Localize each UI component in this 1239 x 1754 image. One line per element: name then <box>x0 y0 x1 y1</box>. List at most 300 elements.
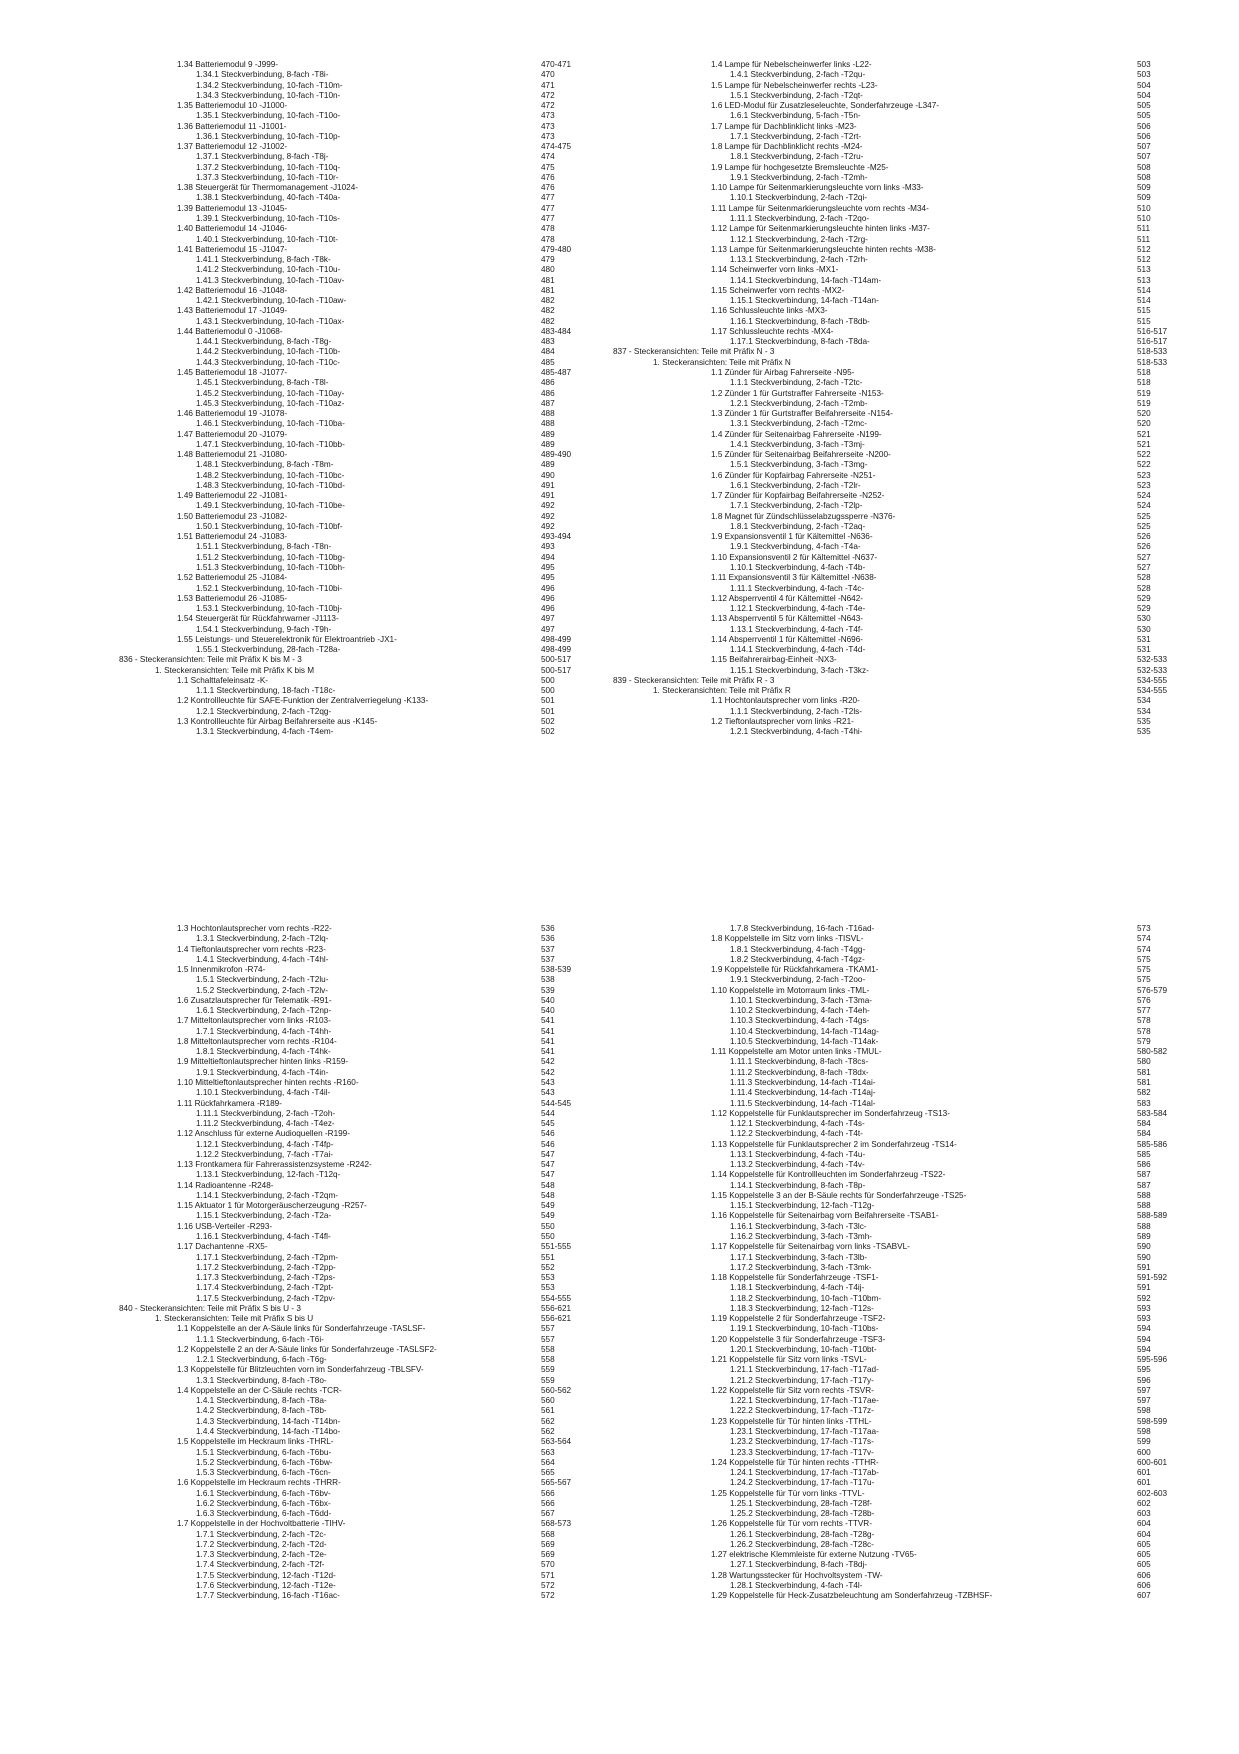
toc-entry-pages: 544-545 <box>541 1098 572 1108</box>
toc-entry <box>79 1283 595 1293</box>
toc-entry-title: 1.7 Lampe für Dachblinklicht links -M23- <box>711 121 857 131</box>
toc-entry-pages: 501 <box>541 706 555 716</box>
toc-entry-title: 1.11.1 Steckverbindung, 8-fach -T8cs- <box>730 1057 869 1067</box>
toc-entry <box>79 604 595 614</box>
toc-entry <box>613 1181 1169 1191</box>
toc-entry-pages: 591 <box>1137 1283 1151 1293</box>
toc-entry-title: 1.12.1 Steckverbindung, 4-fach -T4e- <box>730 604 866 614</box>
toc-entry-pages: 521 <box>1137 439 1151 449</box>
toc-entry-pages: 489 <box>541 439 555 449</box>
toc-entry <box>79 276 595 286</box>
toc-entry <box>613 986 1169 996</box>
toc-entry-title: 1.51 Batteriemodul 24 -J1083- <box>177 532 288 542</box>
toc-entry-pages: 572 <box>541 1591 555 1601</box>
toc-entry <box>613 532 1169 542</box>
toc-entry-pages: 548 <box>541 1180 555 1190</box>
toc-entry-title: 1.41.1 Steckverbindung, 8-fach -T8k- <box>196 255 331 265</box>
toc-entry-title: 1.14 Radioantenne -R248- <box>177 1180 274 1190</box>
toc-entry-title: 1.4.1 Steckverbindung, 8-fach -T8a- <box>196 1396 327 1406</box>
toc-entry-title: 1.5.1 Steckverbindung, 2-fach -T2lu- <box>196 975 329 985</box>
toc-entry <box>79 532 595 542</box>
toc-entry-pages: 599 <box>1137 1437 1151 1447</box>
toc-entry-title: 1.25.1 Steckverbindung, 28-fach -T28f- <box>730 1498 872 1508</box>
toc-entry-title: 1.26.2 Steckverbindung, 28-fach -T28c- <box>730 1539 874 1549</box>
toc-entry <box>613 1263 1169 1273</box>
toc-entry <box>613 1386 1169 1396</box>
toc-entry-title: 1.6 Koppelstelle im Heckraum rechts -THRR- <box>177 1478 341 1488</box>
toc-entry <box>79 635 595 645</box>
toc-entry-title: 1.45.3 Steckverbindung, 10-fach -T10az- <box>196 398 345 408</box>
toc-entry <box>613 975 1169 985</box>
toc-entry-title: 1.44.2 Steckverbindung, 10-fach -T10b- <box>196 347 341 357</box>
toc-entry <box>613 1314 1169 1324</box>
toc-entry <box>613 1273 1169 1283</box>
toc-entry-pages: 547 <box>541 1160 555 1170</box>
toc-entry-pages: 471 <box>541 80 555 90</box>
toc-entry <box>79 481 595 491</box>
toc-entry-title: 1.11.1 Steckverbindung, 2-fach -T2oh- <box>196 1108 336 1118</box>
toc-entry-title: 1.54 Steuergerät für Rückfahrwarner -J1113- <box>177 614 339 624</box>
toc-entry <box>79 101 595 111</box>
toc-entry-title: 1.11.2 Steckverbindung, 4-fach -T4ez- <box>196 1119 335 1129</box>
toc-entry-pages: 508 <box>1137 162 1151 172</box>
toc-entry-pages: 604 <box>1137 1519 1151 1529</box>
toc-entry-title: 1.18 Koppelstelle für Sonderfahrzeuge -TSF1- <box>711 1273 879 1283</box>
toc-entry <box>79 1140 595 1150</box>
toc-entry <box>79 1591 595 1601</box>
toc-entry-title: 1.17.3 Steckverbindung, 2-fach -T2ps- <box>196 1273 336 1283</box>
toc-entry <box>79 317 595 327</box>
toc-entry-title: 1.15.1 Steckverbindung, 14-fach -T14an- <box>730 296 879 306</box>
toc-entry-title: 1.39 Batteriemodul 13 -J1045- <box>177 203 288 213</box>
toc-entry <box>79 399 595 409</box>
toc-entry <box>79 1376 595 1386</box>
toc-entry <box>613 378 1169 388</box>
toc-entry-pages: 473 <box>541 131 555 141</box>
toc-entry-pages: 486 <box>541 378 555 388</box>
toc-entry-title: 1.34.2 Steckverbindung, 10-fach -T10m- <box>196 80 343 90</box>
toc-entry-title: 1.11 Rückfahrkamera -R189- <box>177 1098 282 1108</box>
toc-entry-title: 1.8.1 Steckverbindung, 4-fach -T4hk- <box>196 1047 331 1057</box>
toc-entry-pages: 479-480 <box>541 244 572 254</box>
toc-entry <box>79 996 595 1006</box>
toc-entry <box>613 1304 1169 1314</box>
toc-entry-pages: 523 <box>1137 480 1151 490</box>
toc-entry <box>79 193 595 203</box>
toc-entry-pages: 568 <box>541 1529 555 1539</box>
toc-entry-pages: 473 <box>541 121 555 131</box>
toc-entry-pages: 482 <box>541 316 555 326</box>
toc-entry-pages: 535 <box>1137 717 1151 726</box>
toc-entry <box>613 245 1169 255</box>
toc-entry-pages: 598 <box>1137 1427 1151 1437</box>
toc-entry-pages: 510 <box>1137 203 1151 213</box>
toc-entry-title: 1.16.1 Steckverbindung, 8-fach -T8db- <box>730 316 870 326</box>
toc-entry-pages: 507 <box>1137 142 1151 152</box>
toc-entry-pages: 557 <box>541 1324 555 1334</box>
toc-entry-pages: 544 <box>541 1108 555 1118</box>
toc-entry-pages: 479 <box>541 255 555 265</box>
toc-entry-title: 1.10 Mitteltieftonlautsprecher hinten rechts -R160- <box>177 1077 359 1087</box>
toc-entry <box>79 1037 595 1047</box>
toc-entry <box>613 481 1169 491</box>
toc-entry <box>613 1222 1169 1232</box>
toc-entry-title: 1.15.1 Steckverbindung, 12-fach -T12g- <box>730 1201 875 1211</box>
toc-entry-title: 1.6 Zusatzlautsprecher für Telematik -R91- <box>177 995 332 1005</box>
toc-entry-pages: 549 <box>541 1201 555 1211</box>
toc-entry <box>79 337 595 347</box>
toc-entry <box>613 1088 1169 1098</box>
toc-entry-pages: 576-579 <box>1137 985 1168 995</box>
toc-entry-title: 1.12.2 Steckverbindung, 4-fach -T4t- <box>730 1129 863 1139</box>
toc-entry-title: 1.8.2 Steckverbindung, 4-fach -T4gz- <box>730 954 865 964</box>
toc-entry <box>613 553 1169 563</box>
toc-block-top-left <box>79 60 595 801</box>
toc-entry-pages: 531 <box>1137 634 1151 644</box>
toc-entry-pages: 534 <box>1137 696 1151 706</box>
toc-entry-pages: 527 <box>1137 552 1151 562</box>
toc-entry-title: 1.38 Steuergerät für Thermomanagement -J1024- <box>177 183 358 193</box>
toc-entry-pages: 545 <box>541 1119 555 1129</box>
toc-entry-title: 1.51.1 Steckverbindung, 8-fach -T8n- <box>196 542 332 552</box>
toc-entry-title: 1.29 Koppelstelle für Heck-Zusatzbeleuchtung am Sonderfahrzeug -TZBHSF- <box>711 1591 993 1601</box>
toc-entry-pages: 503 <box>1137 70 1151 80</box>
toc-entry-title: 1.15.1 Steckverbindung, 2-fach -T2a- <box>196 1211 332 1221</box>
toc-entry <box>613 1448 1169 1458</box>
toc-entry-title: 1.35.1 Steckverbindung, 10-fach -T10o- <box>196 111 341 121</box>
toc-entry-pages: 518 <box>1137 367 1151 377</box>
toc-entry-title: 1.11.1 Steckverbindung, 4-fach -T4c- <box>730 583 865 593</box>
toc-entry-title: 1.28 Wartungsstecker für Hochvoltsystem -TW- <box>711 1570 883 1580</box>
toc-entry-pages: 496 <box>541 593 555 603</box>
toc-entry-pages: 495 <box>541 563 555 573</box>
toc-entry-title: 1.14 Koppelstelle für Kontrollleuchten im Sonderfahrzeug -TS22- <box>711 1170 946 1180</box>
toc-entry-pages: 572 <box>541 1581 555 1590</box>
toc-entry <box>613 1037 1169 1047</box>
toc-entry-title: 1.23 Koppelstelle für Tür hinten links -TTHL- <box>711 1416 872 1426</box>
toc-entry <box>79 163 595 173</box>
toc-entry-title: 1.50.1 Steckverbindung, 10-fach -T10bf- <box>196 521 343 531</box>
toc-entry <box>613 686 1169 696</box>
toc-entry <box>613 296 1169 306</box>
toc-entry-pages: 490 <box>541 470 555 480</box>
toc-entry-pages: 507 <box>1137 152 1151 162</box>
toc-entry-title: 1.11.5 Steckverbindung, 14-fach -T14al- <box>730 1098 876 1108</box>
toc-entry-pages: 530 <box>1137 624 1151 634</box>
toc-entry-title: 1.15 Aktuator 1 für Motorgeräuscherzeugung -R257- <box>177 1201 367 1211</box>
toc-entry-pages: 597 <box>1137 1396 1151 1406</box>
toc-entry-title: 1.15 Koppelstelle 3 an der B-Säule rechts für Sonderfahrzeuge -TS25- <box>711 1190 967 1200</box>
toc-entry-pages: 498-499 <box>541 634 572 644</box>
toc-entry <box>79 512 595 522</box>
toc-entry <box>613 1571 1169 1581</box>
toc-entry-title: 1.39.1 Steckverbindung, 10-fach -T10s- <box>196 213 340 223</box>
toc-entry <box>613 1078 1169 1088</box>
toc-entry-pages: 559 <box>541 1365 555 1375</box>
toc-entry <box>79 152 595 162</box>
toc-entry-pages: 504 <box>1137 80 1151 90</box>
toc-entry <box>613 152 1169 162</box>
toc-entry <box>79 1294 595 1304</box>
toc-entry <box>79 573 595 583</box>
toc-entry-title: 1.12.1 Steckverbindung, 4-fach -T4s- <box>730 1119 865 1129</box>
toc-entry <box>79 924 595 934</box>
toc-entry-pages: 496 <box>541 604 555 614</box>
toc-entry <box>613 955 1169 965</box>
toc-entry-title: 1.10.2 Steckverbindung, 4-fach -T4eh- <box>730 1006 870 1016</box>
toc-entry-pages: 483 <box>541 337 555 347</box>
toc-entry <box>79 1355 595 1365</box>
toc-entry <box>613 1006 1169 1016</box>
toc-entry-pages: 491 <box>541 491 555 501</box>
toc-entry-pages: 567 <box>541 1509 555 1519</box>
toc-entry <box>79 1386 595 1396</box>
toc-entry <box>79 286 595 296</box>
toc-entry-pages: 552 <box>541 1262 555 1272</box>
toc-entry-title: 1.16 USB-Verteiler -R293- <box>177 1221 273 1231</box>
toc-entry-title: 1.13 Absperrventil 5 für Kältemittel -N643- <box>711 614 863 624</box>
toc-entry-title: 1.13 Lampe für Seitenmarkierungsleuchte hinten rechts -M38- <box>711 244 936 254</box>
toc-entry-pages: 580 <box>1137 1057 1151 1067</box>
toc-entry <box>79 450 595 460</box>
toc-entry-pages: 564 <box>541 1457 555 1467</box>
toc-entry <box>79 419 595 429</box>
toc-entry <box>613 614 1169 624</box>
toc-entry-title: 1.7.8 Steckverbindung, 16-fach -T16ad- <box>730 924 875 933</box>
toc-entry <box>79 70 595 80</box>
toc-entry-title: 1.8.1 Steckverbindung, 2-fach -T2ru- <box>730 152 864 162</box>
toc-entry-title: 1.2 Kontrollleuchte für SAFE-Funktion der Zentralverriegelung -K133- <box>177 696 429 706</box>
toc-entry-title: 1.10 Expansionsventil 2 für Kältemittel -N637- <box>711 552 878 562</box>
toc-entry-pages: 561 <box>541 1406 555 1416</box>
toc-entry-pages: 562 <box>541 1416 555 1426</box>
toc-entry-pages: 489 <box>541 460 555 470</box>
toc-entry-title: 1.14 Scheinwerfer vorn links -MX1- <box>711 265 839 275</box>
toc-entry-title: 1.51.2 Steckverbindung, 10-fach -T10bg- <box>196 552 345 562</box>
toc-entry-title: 1.9 Koppelstelle für Rückfahrkamera -TKAM1- <box>711 965 879 975</box>
toc-entry-pages: 518-533 <box>1137 347 1168 357</box>
toc-entry-title: 1.37.2 Steckverbindung, 10-fach -T10q- <box>196 162 341 172</box>
toc-entry-title: 1.14 Absperrventil 1 für Kältemittel -N696- <box>711 634 863 644</box>
toc-entry <box>79 1560 595 1570</box>
toc-entry <box>613 645 1169 655</box>
toc-entry-title: 1.9.1 Steckverbindung, 2-fach -T2mh- <box>730 172 868 182</box>
toc-entry-pages: 549 <box>541 1211 555 1221</box>
toc-entry-pages: 520 <box>1137 409 1151 419</box>
toc-entry-title: 1.34.1 Steckverbindung, 8-fach -T8i- <box>196 70 329 80</box>
toc-entry <box>79 1068 595 1078</box>
toc-entry <box>613 696 1169 706</box>
toc-entry-title: 1.38.1 Steckverbindung, 40-fach -T40a- <box>196 193 341 203</box>
toc-entry-title: 1.11 Lampe für Seitenmarkierungsleuchte vorn rechts -M34- <box>711 203 929 213</box>
toc-entry-title: 1.10.4 Steckverbindung, 14-fach -T14ag- <box>730 1026 879 1036</box>
toc-entry-title: 1.43.1 Steckverbindung, 10-fach -T10ax- <box>196 316 345 326</box>
toc-entry-pages: 543 <box>541 1077 555 1087</box>
toc-entry-pages: 586 <box>1137 1160 1151 1170</box>
toc-entry-title: 1.7 Zünder für Kopfairbag Beifahrerseite -N252- <box>711 491 885 501</box>
toc-entry <box>613 1160 1169 1170</box>
toc-entry <box>79 1232 595 1242</box>
toc-entry <box>613 1478 1169 1488</box>
toc-entry-pages: 489 <box>541 429 555 439</box>
toc-entry-title: 1.5.1 Steckverbindung, 2-fach -T2qt- <box>730 90 863 100</box>
toc-entry <box>79 1458 595 1468</box>
toc-entry <box>79 1335 595 1345</box>
toc-entry-title: 1.46 Batteriemodul 19 -J1078- <box>177 409 288 419</box>
toc-entry-pages: 588 <box>1137 1190 1151 1200</box>
toc-entry-pages: 477 <box>541 193 555 203</box>
toc-entry-pages: 529 <box>1137 604 1151 614</box>
toc-entry-pages: 569 <box>541 1550 555 1560</box>
toc-entry-pages: 522 <box>1137 450 1151 460</box>
toc-entry-pages: 604 <box>1137 1529 1151 1539</box>
toc-entry-pages: 509 <box>1137 193 1151 203</box>
toc-entry <box>613 666 1169 676</box>
toc-entry <box>613 276 1169 286</box>
toc-entry-title: 1.7.3 Steckverbindung, 2-fach -T2e- <box>196 1550 327 1560</box>
toc-entry-pages: 540 <box>541 995 555 1005</box>
toc-entry-title: 1.48.1 Steckverbindung, 8-fach -T8m- <box>196 460 334 470</box>
toc-entry-pages: 587 <box>1137 1180 1151 1190</box>
toc-entry-pages: 478 <box>541 234 555 244</box>
toc-entry-pages: 548 <box>541 1190 555 1200</box>
toc-entry-title: 1.53 Batteriemodul 26 -J1085- <box>177 593 288 603</box>
toc-entry-title: 1.43 Batteriemodul 17 -J1049- <box>177 306 288 316</box>
toc-entry-title: 1.49.1 Steckverbindung, 10-fach -T10be- <box>196 501 345 511</box>
toc-entry <box>79 1109 595 1119</box>
toc-entry-pages: 514 <box>1137 296 1151 306</box>
toc-entry <box>613 347 1169 357</box>
toc-entry <box>613 1540 1169 1550</box>
toc-entry-pages: 515 <box>1137 306 1151 316</box>
toc-entry <box>79 1201 595 1211</box>
toc-entry-title: 1.5 Innenmikrofon -R74- <box>177 965 266 975</box>
toc-entry-title: 1.18.3 Steckverbindung, 12-fach -T12s- <box>730 1303 874 1313</box>
toc-entry-title: 1.1.1 Steckverbindung, 18-fach -T18c- <box>196 686 336 696</box>
toc-entry-title: 1.48.3 Steckverbindung, 10-fach -T10bd- <box>196 480 345 490</box>
toc-entry-pages: 472 <box>541 90 555 100</box>
toc-entry-pages: 527 <box>1137 563 1151 573</box>
toc-entry-title: 1.51.3 Steckverbindung, 10-fach -T10bh- <box>196 563 345 573</box>
toc-entry <box>79 666 595 676</box>
toc-entry <box>79 553 595 563</box>
toc-entry <box>79 60 595 70</box>
toc-entry <box>613 1458 1169 1468</box>
toc-entry <box>79 1191 595 1201</box>
toc-entry <box>79 676 595 686</box>
toc-entry-title: 1.7.6 Steckverbindung, 12-fach -T12e- <box>196 1581 336 1590</box>
toc-entry-pages: 563 <box>541 1447 555 1457</box>
toc-entry <box>79 204 595 214</box>
toc-entry <box>79 460 595 470</box>
toc-entry-pages: 607 <box>1137 1591 1151 1601</box>
toc-entry <box>613 1201 1169 1211</box>
toc-entry <box>79 327 595 337</box>
toc-entry-title: 1.1.1 Steckverbindung, 2-fach -T2ls- <box>730 706 862 716</box>
toc-entry <box>613 1191 1169 1201</box>
toc-entry-title: 1.42.1 Steckverbindung, 10-fach -T10aw- <box>196 296 347 306</box>
toc-entry-pages: 605 <box>1137 1560 1151 1570</box>
toc-entry-title: 1.19 Koppelstelle 2 für Sonderfahrzeuge -TSF2- <box>711 1314 886 1324</box>
toc-entry-title: 1.6.3 Steckverbindung, 6-fach -T6dd- <box>196 1509 332 1519</box>
toc-entry <box>613 1027 1169 1037</box>
toc-entry-title: 1.27 elektrische Klemmleiste für externe Nutzung -TV65- <box>711 1550 917 1560</box>
toc-entry <box>79 1304 595 1314</box>
toc-entry-pages: 588 <box>1137 1221 1151 1231</box>
toc-entry <box>79 389 595 399</box>
toc-entry-pages: 492 <box>541 521 555 531</box>
toc-entry-title: 1.7.1 Steckverbindung, 4-fach -T4hh- <box>196 1026 332 1036</box>
toc-entry-title: 1.7.2 Steckverbindung, 2-fach -T2d- <box>196 1539 327 1549</box>
toc-entry-title: 1.9.1 Steckverbindung, 4-fach -T4a- <box>730 542 861 552</box>
toc-entry-pages: 512 <box>1137 255 1151 265</box>
toc-entry-pages: 577 <box>1137 1006 1151 1016</box>
toc-entry-pages: 476 <box>541 172 555 182</box>
toc-entry-pages: 563-564 <box>541 1437 572 1447</box>
toc-entry-title: 1.8 Lampe für Dachblinklicht rechts -M24- <box>711 142 863 152</box>
toc-entry-pages: 518-533 <box>1137 357 1168 367</box>
toc-entry <box>79 1160 595 1170</box>
toc-entry <box>613 306 1169 316</box>
toc-entry-pages: 486 <box>541 388 555 398</box>
toc-entry-pages: 528 <box>1137 573 1151 583</box>
toc-entry-pages: 583-584 <box>1137 1108 1168 1118</box>
toc-entry-title: 1.12.1 Steckverbindung, 4-fach -T4fp- <box>196 1139 334 1149</box>
toc-entry-title: 1.41 Batteriemodul 15 -J1047- <box>177 244 288 254</box>
toc-entry <box>613 419 1169 429</box>
toc-entry-pages: 491 <box>541 480 555 490</box>
toc-entry <box>613 1057 1169 1067</box>
toc-entry-title: 1.4.1 Steckverbindung, 3-fach -T3mj- <box>730 439 865 449</box>
toc-entry <box>79 1530 595 1540</box>
toc-entry-title: 1.4 Koppelstelle an der C-Säule rechts -TCR- <box>177 1385 342 1395</box>
toc-entry <box>613 1591 1169 1601</box>
toc-entry-title: 1.8 Magnet für Zündschlüsselabzugssperre -N376- <box>711 511 896 521</box>
toc-entry-pages: 565 <box>541 1468 555 1478</box>
toc-entry <box>613 945 1169 955</box>
toc-entry-pages: 573 <box>1137 924 1151 933</box>
toc-entry <box>79 224 595 234</box>
toc-entry-title: 1.11.2 Steckverbindung, 8-fach -T8dx- <box>730 1067 869 1077</box>
toc-entry-pages: 562 <box>541 1427 555 1437</box>
toc-entry-pages: 528 <box>1137 583 1151 593</box>
toc-entry <box>613 430 1169 440</box>
toc-entry-title: 1.50 Batteriemodul 23 -J1082- <box>177 511 288 521</box>
toc-entry <box>79 1550 595 1560</box>
toc-entry-title: 1.17 Schlussleuchte rechts -MX4- <box>711 326 834 336</box>
toc-entry-title: 1.2 Tieftonlautsprecher vorn links -R21- <box>711 717 854 726</box>
toc-entry <box>613 1345 1169 1355</box>
toc-entry-title: 1.1 Hochtonlautsprecher vorn links -R20- <box>711 696 860 706</box>
toc-entry <box>613 327 1169 337</box>
toc-entry-title: 1.3.1 Steckverbindung, 4-fach -T4em- <box>196 727 334 737</box>
toc-entry <box>613 1509 1169 1519</box>
toc-entry <box>613 1047 1169 1057</box>
toc-entry-title: 1.1.1 Steckverbindung, 6-fach -T6i- <box>196 1334 324 1344</box>
toc-entry-title: 1.16.1 Steckverbindung, 3-fach -T3lc- <box>730 1221 867 1231</box>
toc-entry-pages: 516-517 <box>1137 337 1168 347</box>
toc-entry <box>79 1489 595 1499</box>
toc-entry-pages: 602 <box>1137 1498 1151 1508</box>
toc-entry-title: 1.4.1 Steckverbindung, 4-fach -T4hl- <box>196 954 329 964</box>
toc-entry <box>613 1417 1169 1427</box>
toc-entry-title: 1.17 Dachantenne -RX5- <box>177 1242 268 1252</box>
toc-entry <box>613 965 1169 975</box>
toc-entry-title: 1.40 Batteriemodul 14 -J1046- <box>177 224 288 234</box>
toc-entry-pages: 505 <box>1137 111 1151 121</box>
toc-entry-pages: 569 <box>541 1539 555 1549</box>
toc-entry-title: 1.6.1 Steckverbindung, 2-fach -T2lr- <box>730 480 861 490</box>
